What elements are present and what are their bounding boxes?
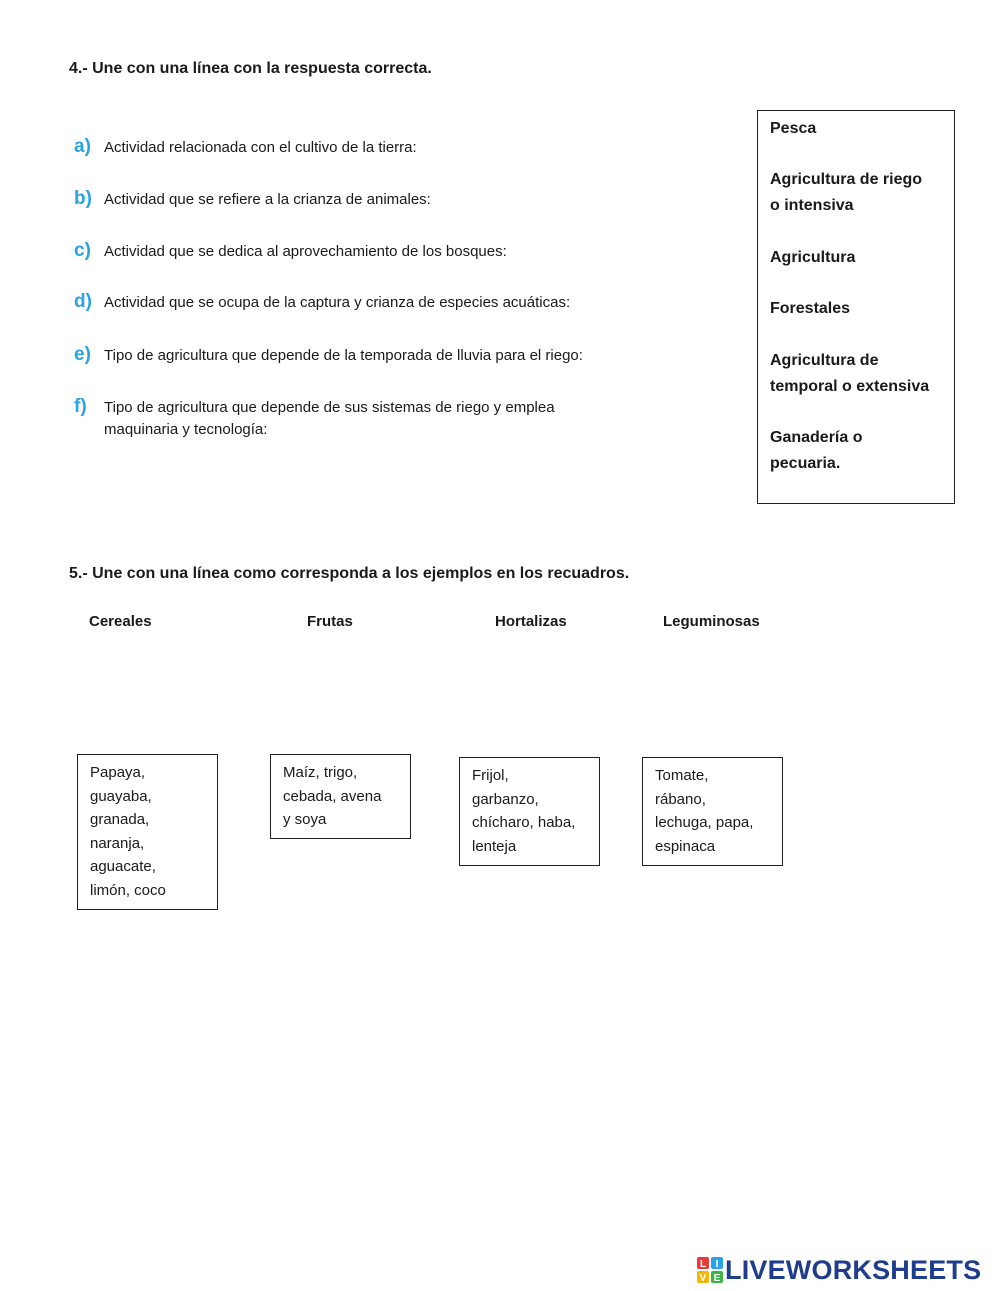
- svg-text:L: L: [699, 1259, 707, 1270]
- answer-pesca: Pesca: [770, 120, 817, 137]
- svg-text:V: V: [699, 1273, 707, 1283]
- item-letter: e): [74, 344, 91, 365]
- item-text: Actividad que se dedica al aprovechamiento de los bosques:: [104, 243, 507, 260]
- answers-box: [757, 110, 955, 504]
- item-text-continued: maquinaria y tecnología:: [104, 421, 268, 438]
- item-letter: b): [74, 188, 92, 209]
- item-letter: a): [74, 136, 91, 157]
- item-text: Actividad relacionada con el cultivo de la tierra:: [104, 139, 417, 156]
- item-text: Tipo de agricultura que depende de la temporada de lluvia para el riego:: [104, 347, 583, 364]
- category-leguminosas: Leguminosas: [663, 613, 760, 630]
- item-text: Actividad que se refiere a la crianza de animales:: [104, 191, 431, 208]
- item-letter: d): [74, 291, 92, 312]
- liveworksheets-logo-text: LIVEWORKSHEETS: [725, 1254, 982, 1285]
- question-4-title: 4.- Une con una línea con la respuesta correcta.: [69, 60, 432, 77]
- answer-agricultura-temporal: Agricultura de temporal o extensiva: [770, 352, 930, 395]
- liveworksheets-logo-icon: [697, 1257, 723, 1283]
- answer-forestales: Forestales: [770, 300, 851, 317]
- category-hortalizas: Hortalizas: [495, 613, 567, 630]
- example-box-cereales: Maíz, trigo, cebada, avena y soya: [270, 754, 411, 839]
- example-box-hortalizas: Tomate, rábano, lechuga, papa, espinaca: [642, 757, 783, 866]
- liveworksheets-logo: [697, 1255, 981, 1285]
- answer-agricultura-riego: Agricultura de riego o intensiva: [770, 171, 923, 214]
- item-text: Actividad que se ocupa de la captura y crianza de especies acuáticas:: [104, 294, 571, 311]
- question-5-title: 5.- Une con una línea como corresponda a los ejemplos en los recuadros.: [69, 565, 630, 582]
- item-letter: c): [74, 240, 91, 261]
- category-cereales: Cereales: [89, 613, 152, 630]
- answer-agricultura: Agricultura: [770, 249, 856, 266]
- example-box-leguminosas: Frijol, garbanzo, chícharo, haba, lenteja: [459, 757, 600, 866]
- item-text: Tipo de agricultura que depende de sus sistemas de riego y emplea: [104, 399, 555, 416]
- svg-text:E: E: [713, 1273, 721, 1283]
- item-letter: f): [74, 396, 87, 417]
- answer-ganaderia: Ganadería o pecuaria.: [770, 429, 863, 472]
- example-box-frutas: Papaya, guayaba, granada, naranja, aguacate, limón, coco: [77, 754, 218, 910]
- category-frutas: Frutas: [307, 613, 353, 630]
- svg-text:I: I: [715, 1259, 719, 1270]
